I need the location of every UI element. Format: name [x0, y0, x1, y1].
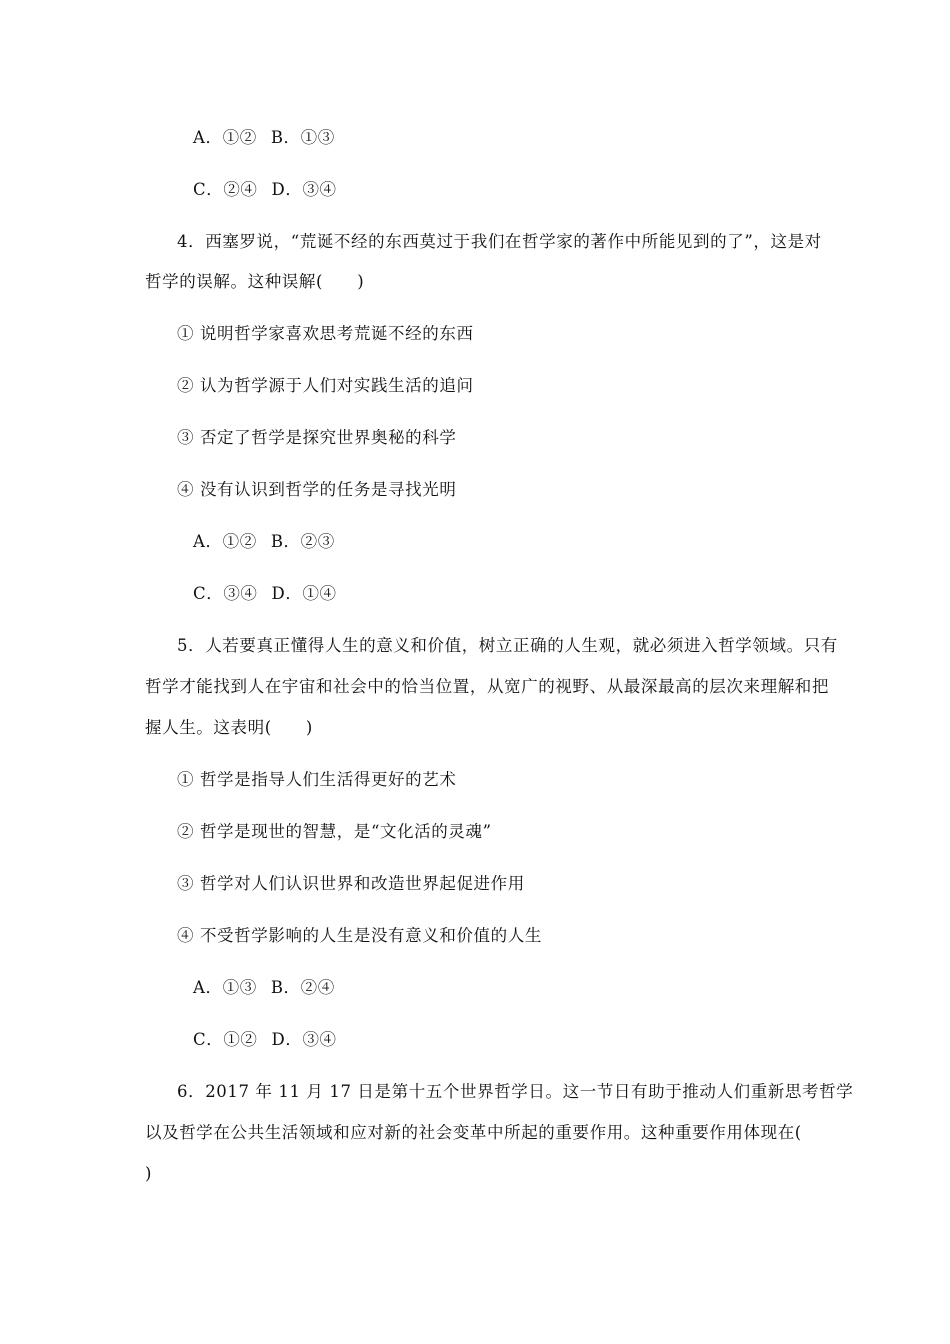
- q4-option-b: B．②③: [270, 532, 335, 551]
- q4-option-a: A．①②: [193, 532, 257, 551]
- q5-item-4: ④ 不受哲学影响的人生是没有意义和价值的人生: [177, 926, 542, 945]
- q5-options-row1: [193, 976, 335, 1000]
- q4-item-4: ④ 没有认识到哲学的任务是寻找光明: [177, 480, 457, 499]
- q4-stem-line2: 哲学的误解。这种误解( ): [145, 272, 365, 291]
- q6-stem-line1: 6．2017 年 11 月 17 日是第十五个世界哲学日。这一节日有助于推动人们重新思考哲学: [177, 1082, 854, 1101]
- q4-item-3: ③ 否定了哲学是探究世界奥秘的科学: [177, 428, 457, 447]
- q4-item-1: ① 说明哲学家喜欢思考荒诞不经的东西: [177, 324, 474, 343]
- q5-options-row2: [193, 1028, 337, 1052]
- q3-option-c: C．②④: [193, 180, 258, 199]
- q4-stem-line1: 4．西塞罗说，“荒诞不经的东西莫过于我们在哲学家的著作中所能见到的了”，这是对: [177, 232, 822, 251]
- q3-options-row1: [193, 126, 335, 150]
- q3-option-b: B．①③: [270, 128, 335, 147]
- q4-option-c: C．③④: [193, 584, 258, 603]
- q3-options-row2: [193, 178, 337, 202]
- q4-option-d: D．①④: [271, 584, 337, 603]
- q3-option-a: A．①②: [193, 128, 257, 147]
- q5-stem-line1: 5．人若要真正懂得人生的意义和价值，树立正确的人生观，就必须进入哲学领域。只有: [177, 636, 838, 655]
- q5-item-1: ① 哲学是指导人们生活得更好的艺术: [177, 770, 457, 789]
- q5-stem-line3: 握人生。这表明( ): [145, 718, 313, 737]
- q5-option-a: A．①③: [193, 978, 257, 997]
- q5-item-3: ③ 哲学对人们认识世界和改造世界起促进作用: [177, 874, 525, 893]
- q5-stem-line2: 哲学才能找到人在宇宙和社会中的恰当位置，从宽广的视野、从最深最高的层次来理解和把: [145, 677, 829, 696]
- q5-option-d: D．③④: [271, 1030, 337, 1049]
- q6-stem-line2: 以及哲学在公共生活领域和应对新的社会变革中所起的重要作用。这种重要作用体现在(: [145, 1123, 802, 1142]
- q5-option-b: B．②④: [270, 978, 335, 997]
- q3-option-d: D．③④: [271, 180, 337, 199]
- q6-stem-line3: ): [145, 1164, 153, 1183]
- q4-options-row2: [193, 582, 337, 606]
- q5-item-2: ② 哲学是现世的智慧，是“文化活的灵魂”: [177, 822, 492, 841]
- q5-option-c: C．①②: [193, 1030, 258, 1049]
- q4-item-2: ② 认为哲学源于人们对实践生活的追问: [177, 376, 474, 395]
- q4-options-row1: [193, 530, 335, 554]
